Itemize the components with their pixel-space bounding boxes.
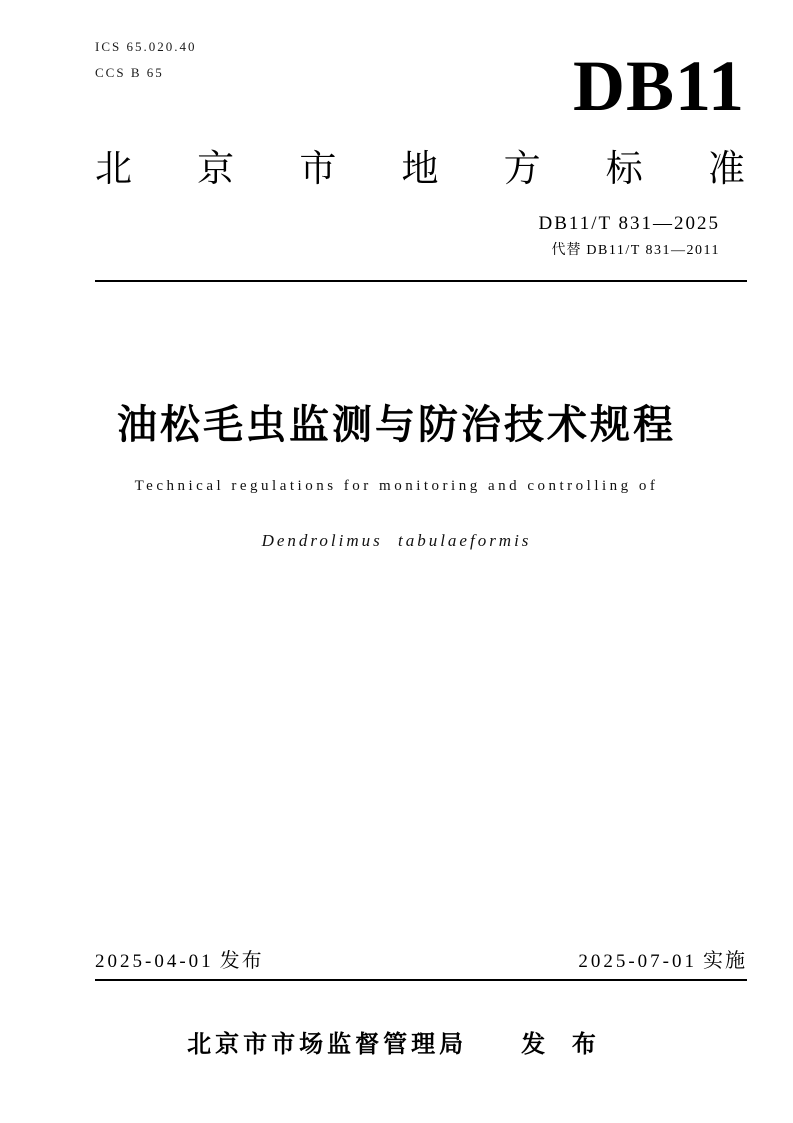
replaced-standard — [539, 240, 720, 260]
implement-date-group — [578, 944, 747, 973]
replaces-number: DB11/T 831—2011 — [586, 243, 720, 258]
publish-action-label: 发 布 — [521, 1031, 606, 1058]
classification-codes — [95, 34, 196, 86]
db11-logo: DB11 — [572, 46, 745, 126]
publisher-name: 北京市市场监督管理局 — [187, 1031, 468, 1058]
issue-date-group — [95, 944, 264, 973]
implement-label: 实施 — [703, 950, 747, 972]
implement-date: 2025-07-01 — [578, 951, 697, 972]
standard-category-title: 北 京 市 地 方 标 准 — [95, 148, 745, 189]
ics-code: ICS 65.020.40 — [95, 39, 197, 54]
issue-date: 2025-04-01 — [95, 951, 214, 972]
header-divider — [95, 280, 747, 282]
publisher-row — [60, 1024, 733, 1059]
ccs-code: CCS B 65 — [95, 65, 164, 80]
replaces-prefix: 代替 — [551, 241, 582, 257]
standard-number-block — [539, 212, 720, 260]
issue-label: 发布 — [219, 950, 264, 972]
document-title-cn: 油松毛虫监测与防治技术规程 — [117, 403, 676, 447]
standard-number: DB11/T 831—2025 — [538, 213, 720, 234]
species-latin-name: Dendrolimus tabulaeformis — [261, 531, 532, 550]
document-title-en: Technical regulations for monitoring and controlling of — [134, 478, 659, 494]
dates-row — [95, 944, 747, 981]
